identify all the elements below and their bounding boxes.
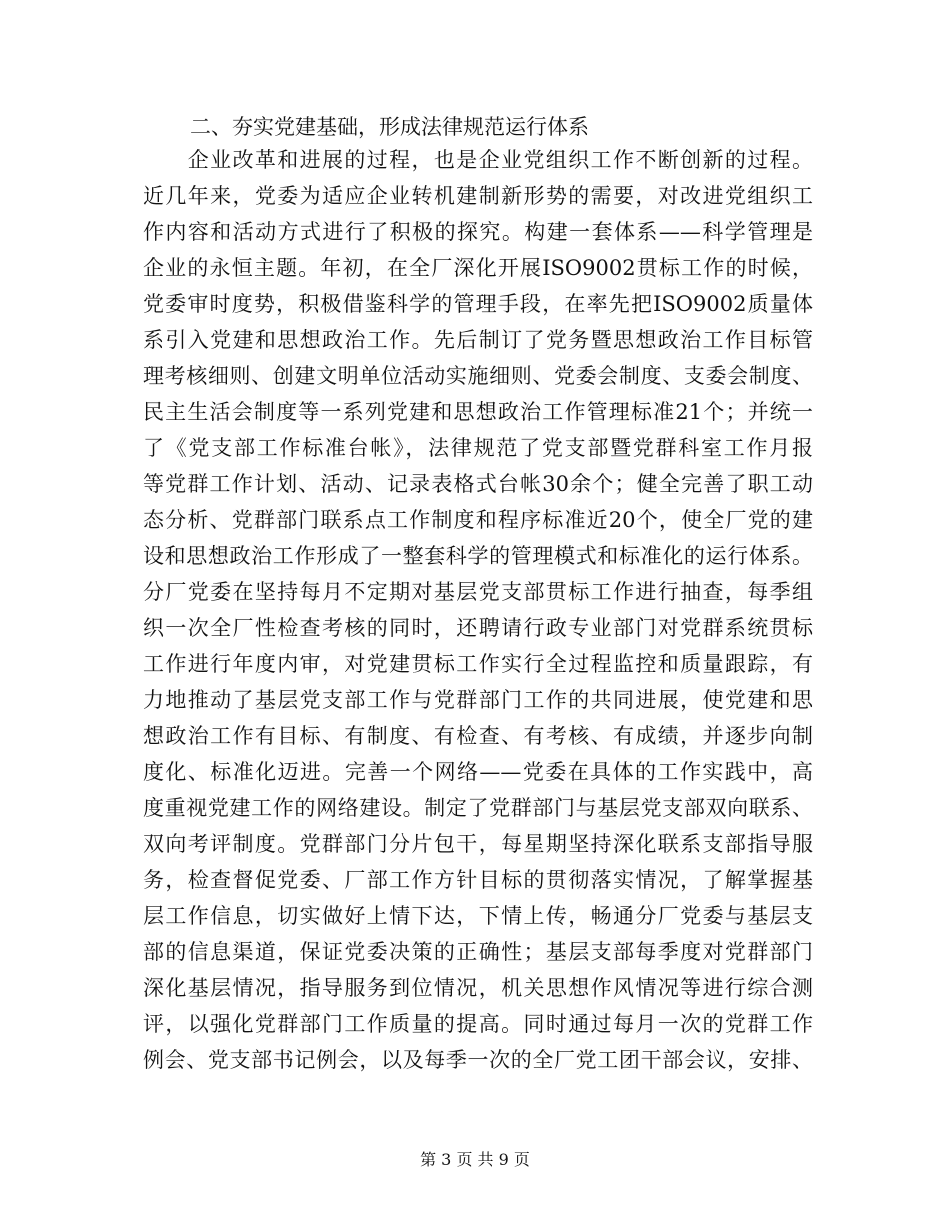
text-line: 层工作信息，切实做好上情下达，下情上传，畅通分厂党委与基层支 <box>143 904 813 928</box>
text-line: 理考核细则、创建文明单位活动实施细则、党委会制度、支委会制度、 <box>143 364 813 388</box>
text-line: 度重视党建工作的网络建设。制定了党群部门与基层党支部双向联系、 <box>143 796 813 820</box>
text-line: 分厂党委在坚持每月不定期对基层党支部贯标工作进行抽查，每季组 <box>143 580 813 604</box>
text-line: 作内容和活动方式进行了积极的探究。构建一套体系——科学管理是 <box>143 220 813 244</box>
text-line: 设和思想政治工作形成了一整套科学的管理模式和标准化的运行体系。 <box>143 544 813 568</box>
text-line: 等党群工作计划、活动、记录表格式台帐30余个；健全完善了职工动 <box>143 472 813 496</box>
text-line: 了《党支部工作标准台帐》，法律规范了党支部暨党群科室工作月报 <box>143 436 813 460</box>
text-line: 深化基层情况，指导服务到位情况，机关思想作风情况等进行综合测 <box>143 976 813 1000</box>
text-line: 度化、标准化迈进。完善一个网络——党委在具体的工作实践中，高 <box>143 760 813 784</box>
text-line: 例会、党支部书记例会，以及每季一次的全厂党工团干部会议，安排、 <box>143 1048 813 1072</box>
text-line: 工作进行年度内审，对党建贯标工作实行全过程监控和质量跟踪，有 <box>143 652 813 676</box>
text-line: 务，检查督促党委、厂部工作方针目标的贯彻落实情况，了解掌握基 <box>143 868 813 892</box>
text-line: 近几年来，党委为适应企业转机建制新形势的需要，对改进党组织工 <box>143 184 813 208</box>
text-line: 评，以强化党群部门工作质量的提高。同时通过每月一次的党群工作 <box>143 1012 813 1036</box>
text-line: 民主生活会制度等一系列党建和思想政治工作管理标准21个；并统一 <box>143 400 813 424</box>
text-line: 党委审时度势，积极借鉴科学的管理手段，在率先把ISO9002质量体 <box>143 292 813 316</box>
text-line: 想政治工作有目标、有制度、有检查、有考核、有成绩，并逐步向制 <box>143 724 813 748</box>
text-line: 系引入党建和思想政治工作。先后制订了党务暨思想政治工作目标管 <box>143 328 813 352</box>
body-paragraph <box>143 142 813 1078</box>
text-line: 织一次全厂性检查考核的同时，还聘请行政专业部门对党群系统贯标 <box>143 616 813 640</box>
text-line: 部的信息渠道，保证党委决策的正确性；基层支部每季度对党群部门 <box>143 940 813 964</box>
page-footer: 第 3 页 共 9 页 <box>420 1150 530 1169</box>
text-line: 双向考评制度。党群部门分片包干，每星期坚持深化联系支部指导服 <box>143 832 813 856</box>
section-heading: 二、夯实党建基础，形成法律规范运行体系 <box>190 115 589 139</box>
text-line: 态分析、党群部门联系点工作制度和程序标准近20个，使全厂党的建 <box>143 508 813 532</box>
text-line: 企业改革和进展的过程，也是企业党组织工作不断创新的过程。 <box>143 148 813 172</box>
text-line: 企业的永恒主题。年初，在全厂深化开展ISO9002贯标工作的时候， <box>143 256 813 280</box>
text-line: 力地推动了基层党支部工作与党群部门工作的共同进展，使党建和思 <box>143 688 813 712</box>
